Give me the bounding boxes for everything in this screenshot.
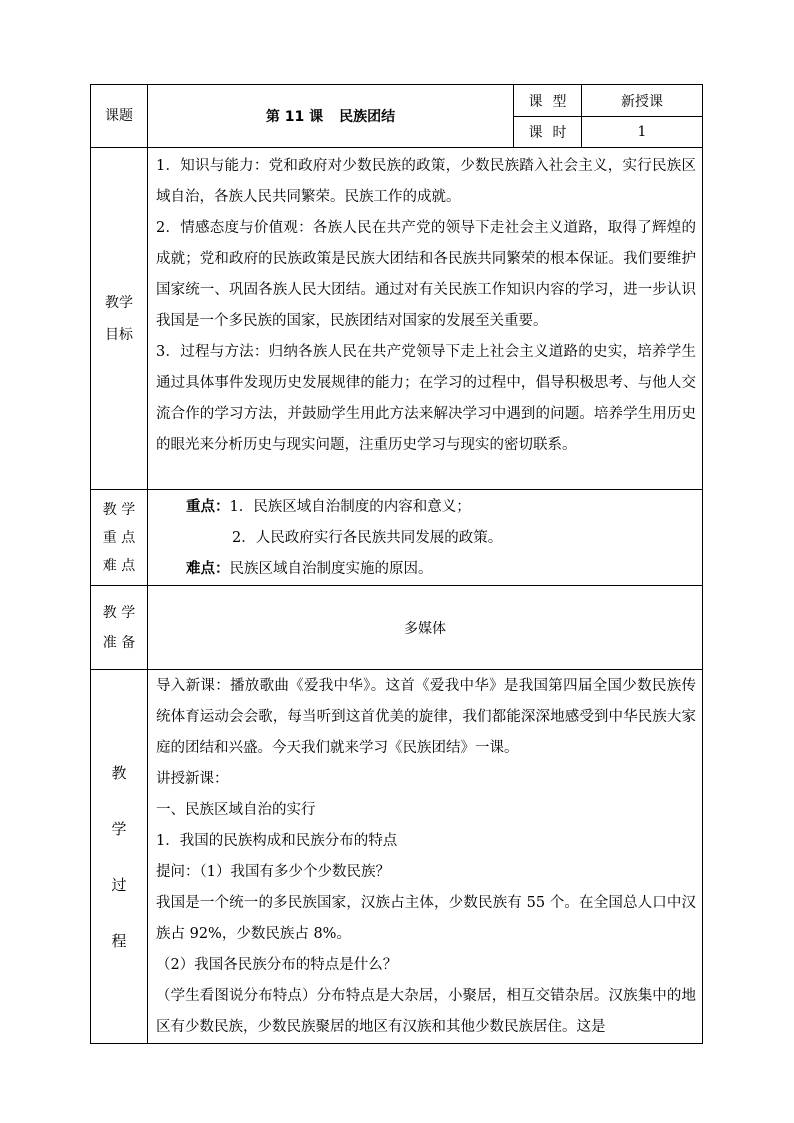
- process-paragraph: 讲授新课：: [156, 771, 229, 787]
- lesson-plan-table: [90, 84, 703, 1044]
- type-value: 新授课: [582, 85, 703, 117]
- process-paragraph: 导入新课：播放歌曲《爱我中华》。这首《爱我中华》是我国第四届全国少数民族传统体育运动会会歌，每当听到这首优美的旋律，我们都能深深地感受到中华民族大家庭的团结和兴盛。今天我们就来学习《民族团结》一课。: [156, 678, 696, 756]
- preparation-label: 教 学 准 备: [91, 586, 148, 670]
- key-points-content: [148, 490, 703, 586]
- objectives-content: [148, 148, 703, 490]
- preparation-value: 多媒体: [148, 586, 703, 670]
- process-paragraph: 1．我国的民族构成和民族分布的特点: [156, 833, 398, 849]
- objective-paragraph: 1．知识与能力：党和政府对少数民族的政策，少数民族踏入社会主义，实行民族区域自治，各族人民共同繁荣。民族工作的成就。: [156, 158, 696, 205]
- lesson-title: [148, 85, 514, 148]
- process-paragraph: （学生看图说分布特点）分布特点是大杂居，小聚居，相互交错杂居。汉族集中的地区有少数民族，少数民族聚居的地区有汉族和其他少数民族居住。这是: [156, 988, 696, 1035]
- key-points-label: 教 学 重 点 难 点: [91, 490, 148, 586]
- process-paragraph: 提问：（1）我国有多少个少数民族？: [156, 864, 390, 880]
- lesson-title-text: 民族团结: [339, 109, 396, 125]
- process-paragraph: 我国是一个统一的多民族国家，汉族占主体，少数民族有 55 个。在全国总人口中汉族占 92%，少数民族占 8%。: [156, 895, 696, 942]
- process-paragraph: 一、民族区域自治的实行: [156, 802, 316, 818]
- objective-paragraph: 2．情感态度与价值观：各族人民在共产党的领导下走社会主义道路，取得了辉煌的成就；党和政府的民族政策是民族大团结和各民族共同繁荣的根本保证。我们要维护国家统一、巩固各族人民大团结。通过对有关民族工作知识内容的学习，进一步认识我国是一个多民族的国家，民族团结对国家的发展至关重要。: [156, 220, 696, 329]
- key-point-line: 2．人民政府实行各民族共同发展的政策。: [232, 530, 503, 546]
- key-point-line: 重点：1．民族区域自治制度的内容和意义；: [186, 499, 471, 515]
- type-label: 课型: [514, 85, 582, 117]
- process-content: [148, 670, 703, 1044]
- process-label: 教 学 过 程: [91, 670, 148, 1044]
- topic-label: 课题: [91, 85, 148, 148]
- objectives-label: 教学 目标: [91, 148, 148, 490]
- objective-paragraph: 3．过程与方法：归纳各族人民在共产党领导下走上社会主义道路的史实，培养学生通过具体事件发现历史发展规律的能力；在学习的过程中，倡导积极思考、与他人交流合作的学习方法，并鼓励学生用此方法来解决学习中遇到的问题。培养学生用历史的眼光来分析历史与现实问题，注重历史学习与现实的密切联系。: [156, 344, 696, 453]
- lesson-title-prefix: 第 11 课: [265, 109, 324, 125]
- process-paragraph: （2）我国各民族分布的特点是什么？: [156, 957, 398, 973]
- difficult-point-line: 难点：民族区域自治制度实施的原因。: [186, 561, 433, 577]
- hours-value: 1: [582, 117, 703, 148]
- hours-label: 课时: [514, 117, 582, 148]
